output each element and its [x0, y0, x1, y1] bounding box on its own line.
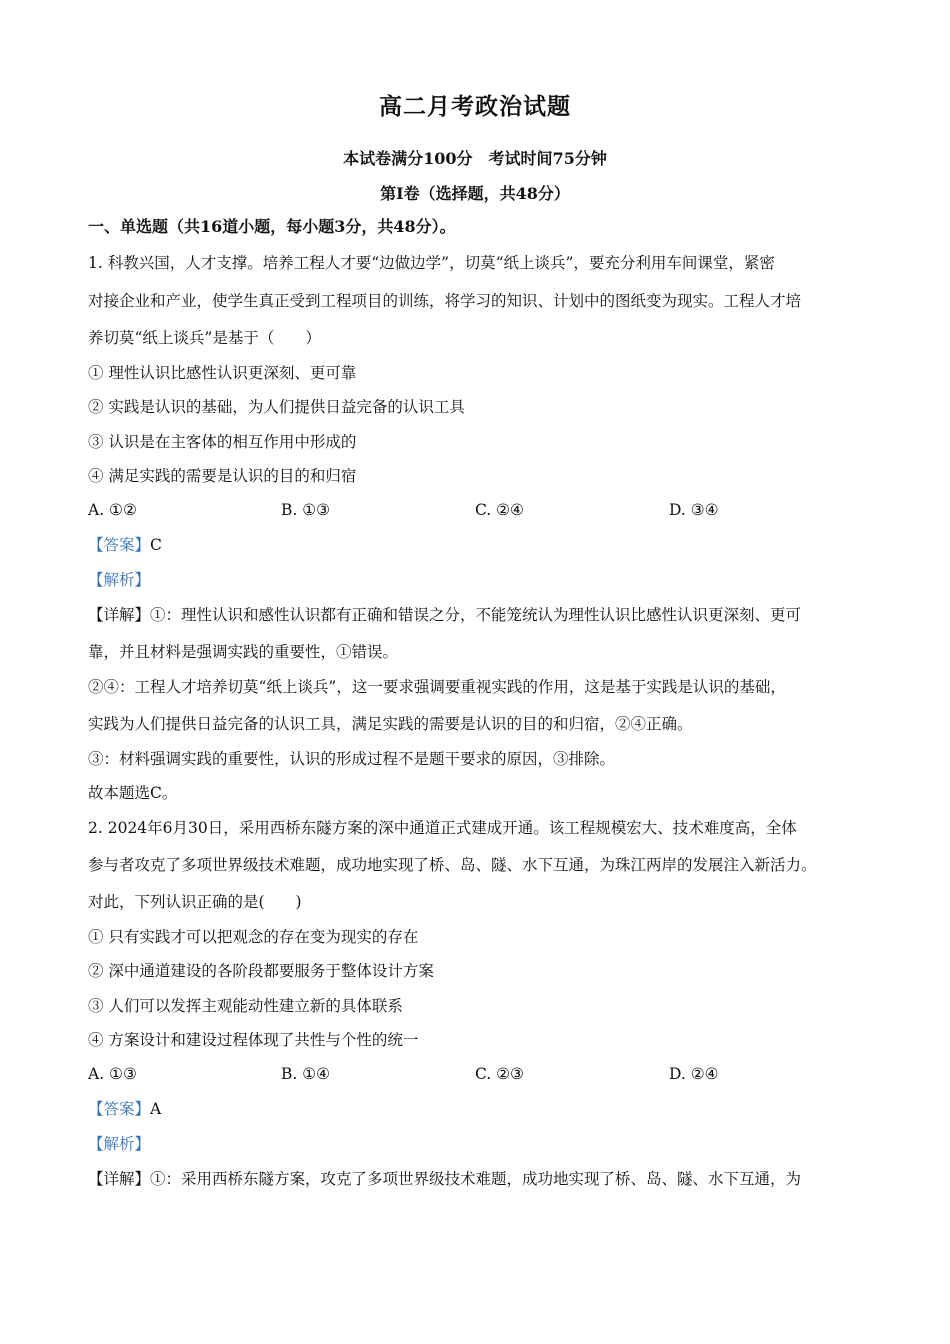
q1-answer [88, 534, 162, 556]
answer-value: C [150, 536, 162, 554]
q2-detail-line [88, 1168, 801, 1190]
answer-value: A [150, 1100, 162, 1118]
q1-detail-line: ②④：工程人才培养切莫“纸上谈兵”，这一要求强调要重视实践的作用，这是基于实践是认识的基础， [88, 678, 786, 696]
q2-option-d: D. ②④ [669, 1065, 719, 1083]
q1-option-a: A. ①② [88, 501, 137, 519]
q2-item: ③ 人们可以发挥主观能动性建立新的具体联系 [88, 997, 403, 1015]
q2-option-c: C. ②③ [475, 1065, 524, 1083]
q1-option-c: C. ②④ [475, 501, 524, 519]
q1-stem-line: 对接企业和产业，使学生真正受到工程项目的训练，将学习的知识、计划中的图纸变为现实。工程人才培 [88, 292, 802, 310]
q2-item: ② 深中通道建设的各阶段都要服务于整体设计方案 [88, 962, 434, 980]
q2-item: ① 只有实践才可以把观念的存在变为现实的存在 [88, 928, 419, 946]
q2-item: ④ 方案设计和建设过程体现了共性与个性的统一 [88, 1031, 419, 1049]
q1-detail-line: 靠，并且材料是强调实践的重要性，①错误。 [88, 643, 399, 661]
detail-text: ①：采用西桥东隧方案，攻克了多项世界级技术难题，成功地实现了桥、岛、隧、水下互通，为 [150, 1170, 802, 1188]
volume-heading: 第Ⅰ卷（选择题，共48分） [380, 184, 570, 203]
q1-item: ② 实践是认识的基础，为人们提供日益完备的认识工具 [88, 398, 465, 416]
page-title: 高二月考政治试题 [379, 93, 571, 120]
q2-stem-line: 2. 2024年6月30日，采用西桥东隧方案的深中通道正式建成开通。该工程规模宏大、技术难度高，全体 [88, 819, 797, 837]
answer-tag: 【答案】 [88, 536, 151, 554]
q2-option-a: A. ①③ [88, 1065, 137, 1083]
q1-stem-line: 养切莫“纸上谈兵”是基于（ ） [88, 329, 321, 347]
detail-tag: 【详解】 [88, 1170, 151, 1188]
exam-info: 本试卷满分100分 考试时间75分钟 [343, 149, 607, 168]
q1-detail-line: ③：材料强调实践的重要性，认识的形成过程不是题干要求的原因，③排除。 [88, 750, 616, 768]
detail-tag: 【详解】 [88, 606, 151, 624]
q1-stem-line: 1. 科教兴国，人才支撑。培养工程人才要“边做边学”，切莫“纸上谈兵”，要充分利用车间课堂，紧密 [88, 254, 775, 272]
detail-text: ①：理性认识和感性认识都有正确和错误之分，不能笼统认为理性认识比感性认识更深刻、更可 [150, 606, 802, 624]
q1-detail-line: 实践为人们提供日益完备的认识工具，满足实践的需要是认识的目的和归宿，②④正确。 [88, 715, 693, 733]
q2-stem-line: 参与者攻克了多项世界级技术难题，成功地实现了桥、岛、隧、水下互通，为珠江两岸的发展注入新活力。 [88, 856, 817, 874]
q2-option-b: B. ①④ [281, 1065, 331, 1083]
q2-analysis-tag: 【解析】 [88, 1135, 151, 1153]
q1-item: ① 理性认识比感性认识更深刻、更可靠 [88, 364, 357, 382]
section-heading: 一、单选题（共16道小题，每小题3分，共48分）。 [88, 217, 456, 236]
q1-analysis-tag: 【解析】 [88, 571, 151, 589]
q1-detail-line [88, 604, 801, 626]
q1-item: ③ 认识是在主客体的相互作用中形成的 [88, 433, 357, 451]
q2-stem-line: 对此，下列认识正确的是( ) [88, 893, 302, 911]
answer-tag: 【答案】 [88, 1100, 151, 1118]
q1-option-b: B. ①③ [281, 501, 331, 519]
q2-answer [88, 1098, 161, 1120]
q1-option-d: D. ③④ [669, 501, 719, 519]
q1-item: ④ 满足实践的需要是认识的目的和归宿 [88, 467, 357, 485]
q1-detail-line: 故本题选C。 [88, 784, 178, 802]
